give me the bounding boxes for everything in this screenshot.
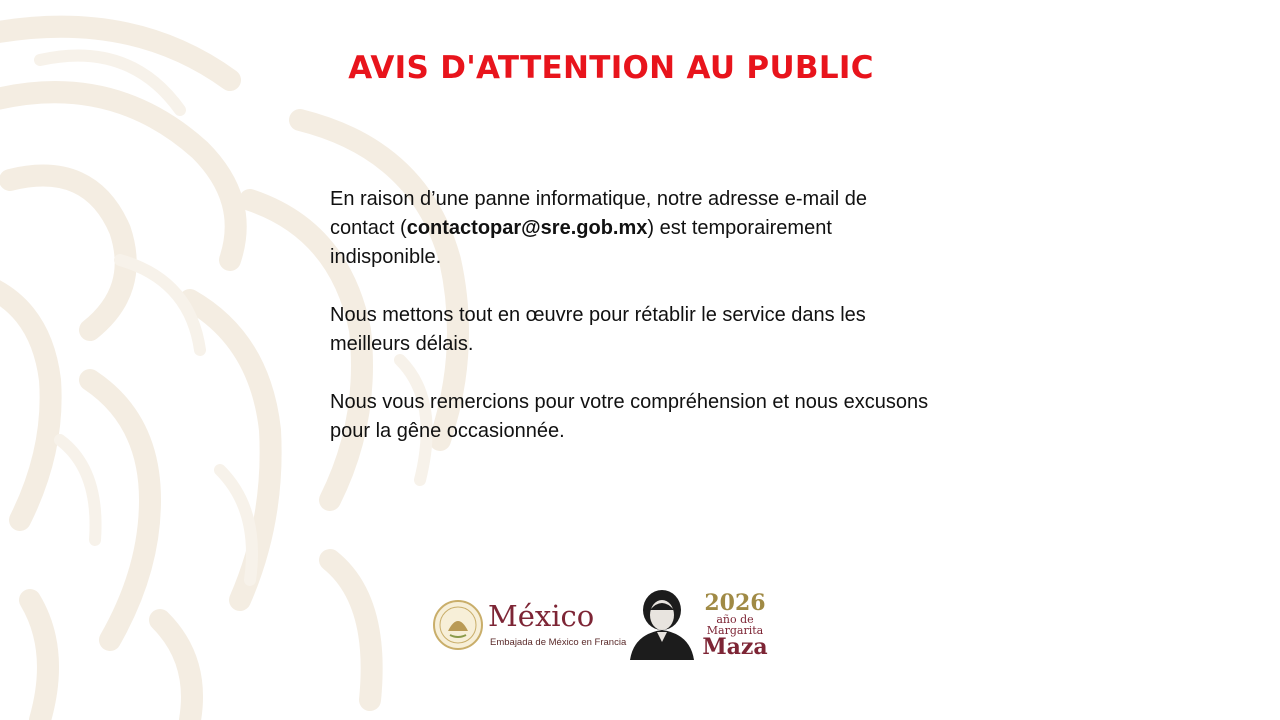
year-badge-line1: año de bbox=[716, 613, 754, 626]
footer-logos bbox=[432, 584, 772, 664]
year-badge bbox=[700, 592, 770, 658]
notice-body bbox=[330, 185, 930, 475]
logo-mexico: México bbox=[488, 599, 595, 633]
paragraph-1-start: En raison d’une panne informatique, notre adresse e-mail de contact ( bbox=[330, 188, 867, 239]
paragraph-1-end: ) est temporairement indisponible. bbox=[330, 217, 832, 268]
year-badge-line2: Margarita bbox=[706, 624, 764, 637]
national-seal-icon bbox=[432, 599, 484, 651]
portrait-icon bbox=[622, 588, 702, 660]
notice-title: AVIS D'ATTENTION AU PUBLIC bbox=[348, 50, 874, 86]
notice-paragraph-3: Nous vous remercions pour votre compréhension et nous excusons pour la gêne occasionnée. bbox=[330, 391, 929, 442]
logo-embassy-subtitle: Embajada de México en Francia bbox=[490, 637, 627, 648]
year-badge-year: 2026 bbox=[704, 590, 766, 616]
contact-email: contactopar@sre.gob.mx bbox=[406, 217, 648, 239]
notice-paragraph-2: Nous mettons tout en œuvre pour rétablir le service dans les meilleurs délais. bbox=[330, 304, 866, 355]
year-badge-name: Maza bbox=[702, 634, 768, 660]
notice-paragraph-1 bbox=[330, 185, 930, 272]
